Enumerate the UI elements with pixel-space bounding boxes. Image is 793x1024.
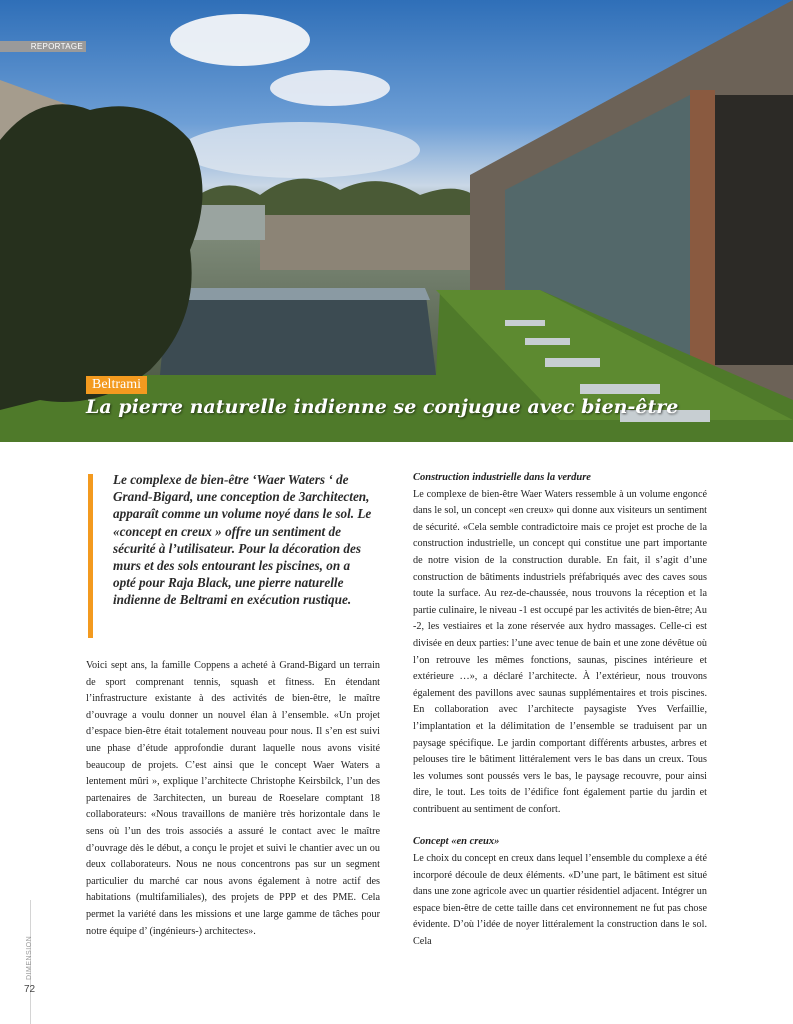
- lead-accent-bar: [88, 474, 93, 638]
- brand-tag: Beltrami: [86, 376, 147, 394]
- section-tag: REPORTAGE: [0, 41, 86, 52]
- article-headline: La pierre naturelle indienne se conjugue avec bien-être: [86, 396, 679, 418]
- left-column-text: Voici sept ans, la famille Coppens a acheté à Grand-Bigard un terrain de sport comprenant tennis, squash et fitness. En étendant l’infrastructure existante à des activités de bien-être, le maître d’ouvrage a voulu donner un nouvel élan à l’ensemble. «Un projet d’espace bien-être était totalement nouveau pour nous. Il s’en est suivi une phase d’étude approfondie durant laquelle nous avons visité beaucoup de projets. C’est ainsi que le concept Waer Waters a lentement mûri », explique l’architecte Christophe Keirsbilck, l’un des partenaires de 3architecten, un bureau de Roeselare comptant 18 collaborateurs: «Nous travaillons de manière très horizontale dans le sens où l’un des trois associés a assuré le contact avec le maître d’ouvrage dès le début, a conçu le projet et suivi le chantier avec un ou deux collaborateurs. Nous ne nous concentrons pas sur un segment particulier du marché car nous avons également à notre actif des habitations (multifamiliales), des projets de PPP et des PME. Cela permet la variété dans les missions et une large gamme de tâches pour notre équipe d’ (ingénieurs-) architectes».: [86, 660, 380, 937]
- subheading-construction: Construction industrielle dans la verdure: [413, 472, 591, 483]
- right-column: [413, 470, 707, 951]
- page-number: 72: [24, 984, 36, 995]
- left-column: [86, 658, 380, 940]
- right-paragraph-1: Le complexe de bien-être Waer Waters ressemble à un volume engoncé dans le sol, un concept «en creux» qui donne aux visiteurs un sentiment de sécurité. «Cela semble contradictoire mais ce projet est proche de la construction industrielle, un concept qui constitue une part importante de notre vision de la construction durable. En fait, il s’agit d’une construction de bâtiments industriels préfabriqués avec des caves sous toute la surface. Au rez-de-chaussée, nous trouvons la réception et la partie culinaire, le niveau -1 est occupé par les activités de bien-être; Au -2, les vestiaires et la zone réservée aux hydro massages. Celle-ci est divisée en deux parties: l’une avec tenue de bain et une zone dévêtue où l’on retrouve les mêmes fonctions, saunas, piscines intérieure et extérieure …», a déclaré l’architecte. À l’extérieur, nous trouvons également des pavillons avec saunas supplémentaires et trois piscines. En collaboration avec l’architecte paysagiste Yves Verfaillie, l’implantation et la délimitation de l’ensemble se traduisent par un paysage spécifique. Le jardin comportant différents arbustes, arbres et pelouses tire le bâtiment littéralement vers le bas dans un creux. Tous les volumes sont poussés vers le bas, le paysage recouvre, pour ainsi dire, le tout. Les toits de l’édifice font également partie du jardin et contribuent au sentiment de confort.: [413, 488, 707, 815]
- magazine-name: DIMENSION: [26, 935, 33, 980]
- hero-photo: [0, 0, 793, 442]
- right-paragraph-2: Le choix du concept en creux dans lequel l’ensemble du complexe a été incorporé découle de deux éléments. «D’une part, le bâtiment est situé dans une zone agricole avec un quartier résidentiel adjacent. Intégrer un espace bien-être de cette taille dans cet environnement ne fut pas chose évidente. D’où l’idée de noyer littéralement la construction dans le sol. Cela: [413, 853, 707, 948]
- subheading-concept: Concept «en creux»: [413, 836, 500, 848]
- article-lead: Le complexe de bien-être ‘Waer Waters ‘ de Grand-Bigard, une conception de 3architecten, apparaît comme un volume noyé dans le sol. Le «concept en creux » offre un sentiment de sécurité à l’utilisateur. Pour la décoration des murs et des sols entourant les piscines, on a opté pour Raja Black, une pierre naturelle indienne de Beltrami en exécution rustique.: [113, 472, 372, 608]
